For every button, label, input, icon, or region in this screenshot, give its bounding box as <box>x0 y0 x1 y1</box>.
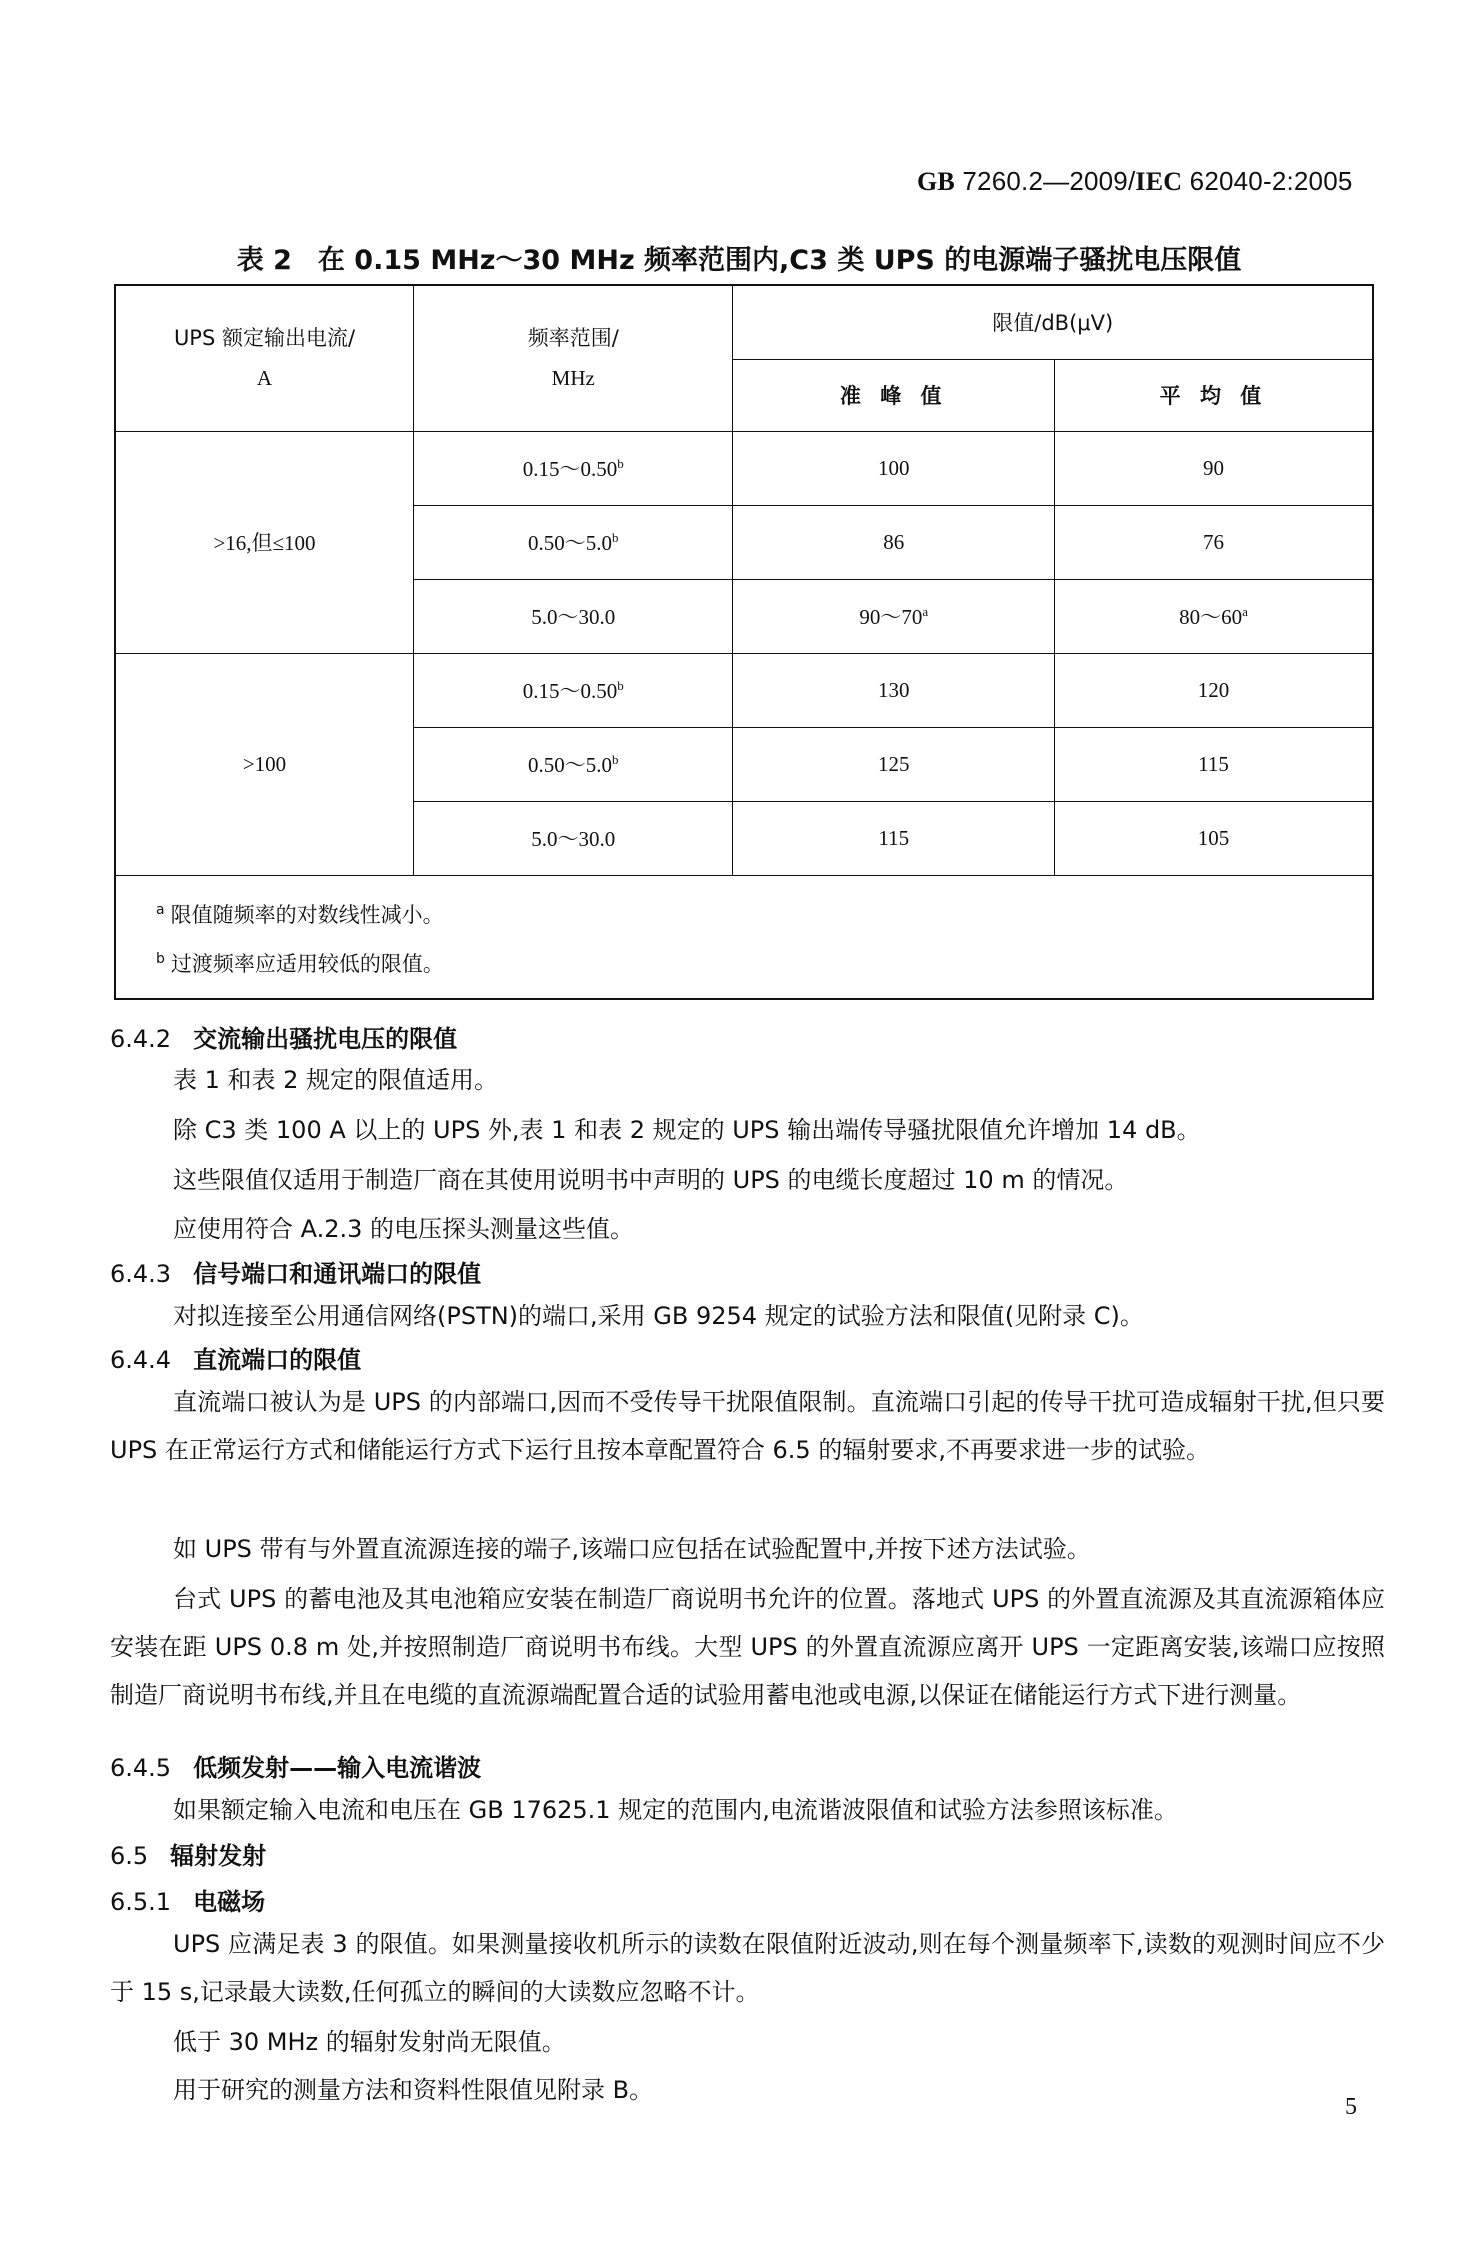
quasi-peak-value: 125 <box>877 751 910 776</box>
section-title: 信号端口和通讯端口的限值 <box>193 1260 482 1288</box>
footnote-mark: b <box>617 678 624 693</box>
quasi-peak-value: 115 <box>878 825 910 850</box>
section-number: 6.4.3 <box>110 1260 172 1288</box>
paragraph: 应使用符合 A.2.3 的电压探头测量这些值。 <box>173 1215 635 1243</box>
frequency-cell <box>414 431 733 505</box>
average-cell <box>1054 579 1373 653</box>
frequency-value: 0.50～5.0 <box>528 753 612 777</box>
header-average: 平 均 值 <box>1054 359 1373 431</box>
footnote-mark: b <box>617 456 624 471</box>
iec-prefix: IEC <box>1135 167 1183 196</box>
average-cell <box>1054 801 1373 875</box>
quasi-peak-cell <box>733 579 1054 653</box>
section-number: 6.5 <box>110 1842 149 1870</box>
page-number: 5 <box>1345 2094 1357 2120</box>
note-text: 限值随频率的对数线性减小。 <box>170 902 444 927</box>
note-mark: b <box>156 950 165 967</box>
table-caption <box>0 238 1478 277</box>
note-mark: a <box>156 901 165 918</box>
average-value: 105 <box>1197 825 1230 850</box>
frequency-value: 0.15～0.50 <box>522 457 618 481</box>
section-heading-6-5 <box>110 1836 266 1871</box>
table-row <box>115 431 1373 505</box>
header-frequency-line1: 频率范围/ <box>527 326 619 351</box>
table-note <box>156 937 1372 986</box>
header-current-line1: UPS 额定输出电流/ <box>173 326 356 351</box>
quasi-peak-cell <box>733 727 1054 801</box>
average-value: 120 <box>1197 677 1230 702</box>
footnote-mark: b <box>612 752 619 767</box>
current-range-cell: >16,但≤100 <box>115 431 414 653</box>
frequency-cell <box>414 727 733 801</box>
quasi-peak-value: 100 <box>877 455 910 480</box>
section-heading-6-4-5 <box>110 1748 481 1783</box>
table-number: 表 2 <box>236 245 292 276</box>
header-limit-group: 限值/dB(μV) <box>733 285 1373 359</box>
section-heading-6-5-1 <box>110 1882 265 1917</box>
frequency-cell <box>414 801 733 875</box>
header-quasi-peak: 准 峰 值 <box>733 359 1054 431</box>
average-value: 80～60 <box>1179 605 1243 629</box>
average-cell <box>1054 727 1373 801</box>
section-heading-6-4-2 <box>110 1019 457 1054</box>
table-row <box>115 653 1373 727</box>
section-title: 直流端口的限值 <box>193 1346 362 1374</box>
average-value: 76 <box>1202 529 1224 554</box>
standard-code <box>917 166 1353 197</box>
quasi-peak-cell <box>733 801 1054 875</box>
paragraph: 直流端口被认为是 UPS 的内部端口,因而不受传导干扰限值限制。直流端口引起的传导干扰可造成辐射干扰,但只要 UPS 在正常运行方式和储能运行方式下运行且按本章配置符合 6.5 的辐射要求,不再要求进一步的试验。 <box>110 1388 1385 1464</box>
section-number: 6.5.1 <box>110 1888 172 1916</box>
average-cell <box>1054 431 1373 505</box>
section-title: 电磁场 <box>193 1888 266 1916</box>
quasi-peak-cell <box>733 505 1054 579</box>
section-heading-6-4-4 <box>110 1340 361 1375</box>
quasi-peak-value: 130 <box>877 677 910 702</box>
frequency-cell <box>414 505 733 579</box>
paragraph: 如 UPS 带有与外置直流源连接的端子,该端口应包括在试验配置中,并按下述方法试验。 <box>173 1535 1091 1563</box>
table-notes <box>115 875 1373 999</box>
paragraph: 对拟连接至公用通信网络(PSTN)的端口,采用 GB 9254 规定的试验方法和限值(见附录 C)。 <box>173 1302 1144 1330</box>
table-title: 在 0.15 MHz～30 MHz 频率范围内,C3 类 UPS 的电源端子骚扰电压限值 <box>317 245 1242 276</box>
current-range-cell: >100 <box>115 653 414 875</box>
section-title: 低频发射——输入电流谐波 <box>193 1754 482 1782</box>
section-heading-6-4-3 <box>110 1254 481 1289</box>
frequency-value: 0.15～0.50 <box>522 679 618 703</box>
standard-number: 7260.2—2009/ <box>954 166 1136 196</box>
section-title: 交流输出骚扰电压的限值 <box>193 1025 458 1053</box>
frequency-cell <box>414 653 733 727</box>
average-value: 90 <box>1202 455 1224 480</box>
footnote-mark: a <box>922 604 929 619</box>
paragraph: 低于 30 MHz 的辐射发射尚无限值。 <box>173 2028 566 2056</box>
limits-table <box>114 284 1374 1000</box>
standard-prefix: GB <box>917 167 955 196</box>
average-value: 115 <box>1198 751 1229 776</box>
header-current-unit: A <box>256 366 273 391</box>
header-current <box>115 285 414 431</box>
table-notes-row <box>115 875 1373 999</box>
section-number: 6.4.2 <box>110 1025 172 1053</box>
footnote-mark: b <box>612 530 619 545</box>
paragraph: 这些限值仅适用于制造厂商在其使用说明书中声明的 UPS 的电缆长度超过 10 m 的情况。 <box>173 1166 1129 1194</box>
section-number: 6.4.4 <box>110 1346 172 1374</box>
average-cell <box>1054 653 1373 727</box>
paragraph: 如果额定输入电流和电压在 GB 17625.1 规定的范围内,电流谐波限值和试验方法参照该标准。 <box>173 1796 1178 1824</box>
table-header-row <box>115 285 1373 359</box>
quasi-peak-cell <box>733 431 1054 505</box>
section-title: 辐射发射 <box>170 1842 267 1870</box>
frequency-cell <box>414 579 733 653</box>
paragraph: UPS 应满足表 3 的限值。如果测量接收机所示的读数在限值附近波动,则在每个测量频率下,读数的观测时间应不少于 15 s,记录最大读数,任何孤立的瞬间的大读数应忽略不计。 <box>110 1930 1385 2006</box>
frequency-value: 5.0～30.0 <box>531 827 616 851</box>
quasi-peak-cell <box>733 653 1054 727</box>
table-note <box>156 888 1372 937</box>
quasi-peak-value: 86 <box>883 529 905 554</box>
iec-number: 62040-2:2005 <box>1182 166 1353 196</box>
header-frequency-unit: MHz <box>551 366 595 391</box>
paragraph: 表 1 和表 2 规定的限值适用。 <box>173 1066 499 1094</box>
paragraph: 台式 UPS 的蓄电池及其电池箱应安装在制造厂商说明书允许的位置。落地式 UPS 的外置直流源及其直流源箱体应安装在距 UPS 0.8 m 处,并按照制造厂商说明书布线。大型 UPS 的外置直流源应离开 UPS 一定距离安装,该端口应按照制造厂商说明书布线,并且在电缆的直流源端配置合适的试验用蓄电池或电源,以保证在储能运行方式下进行测量。 <box>110 1585 1385 1709</box>
frequency-value: 5.0～30.0 <box>531 605 616 629</box>
average-cell <box>1054 505 1373 579</box>
paragraph: 用于研究的测量方法和资料性限值见附录 B。 <box>173 2076 654 2104</box>
header-frequency <box>414 285 733 431</box>
quasi-peak-value: 90～70 <box>859 605 923 629</box>
footnote-mark: a <box>1242 604 1248 619</box>
note-text: 过渡频率应适用较低的限值。 <box>170 951 444 976</box>
paragraph: 除 C3 类 100 A 以上的 UPS 外,表 1 和表 2 规定的 UPS 输出端传导骚扰限值允许增加 14 dB。 <box>173 1116 1201 1144</box>
frequency-value: 0.50～5.0 <box>528 531 612 555</box>
section-number: 6.4.5 <box>110 1754 172 1782</box>
